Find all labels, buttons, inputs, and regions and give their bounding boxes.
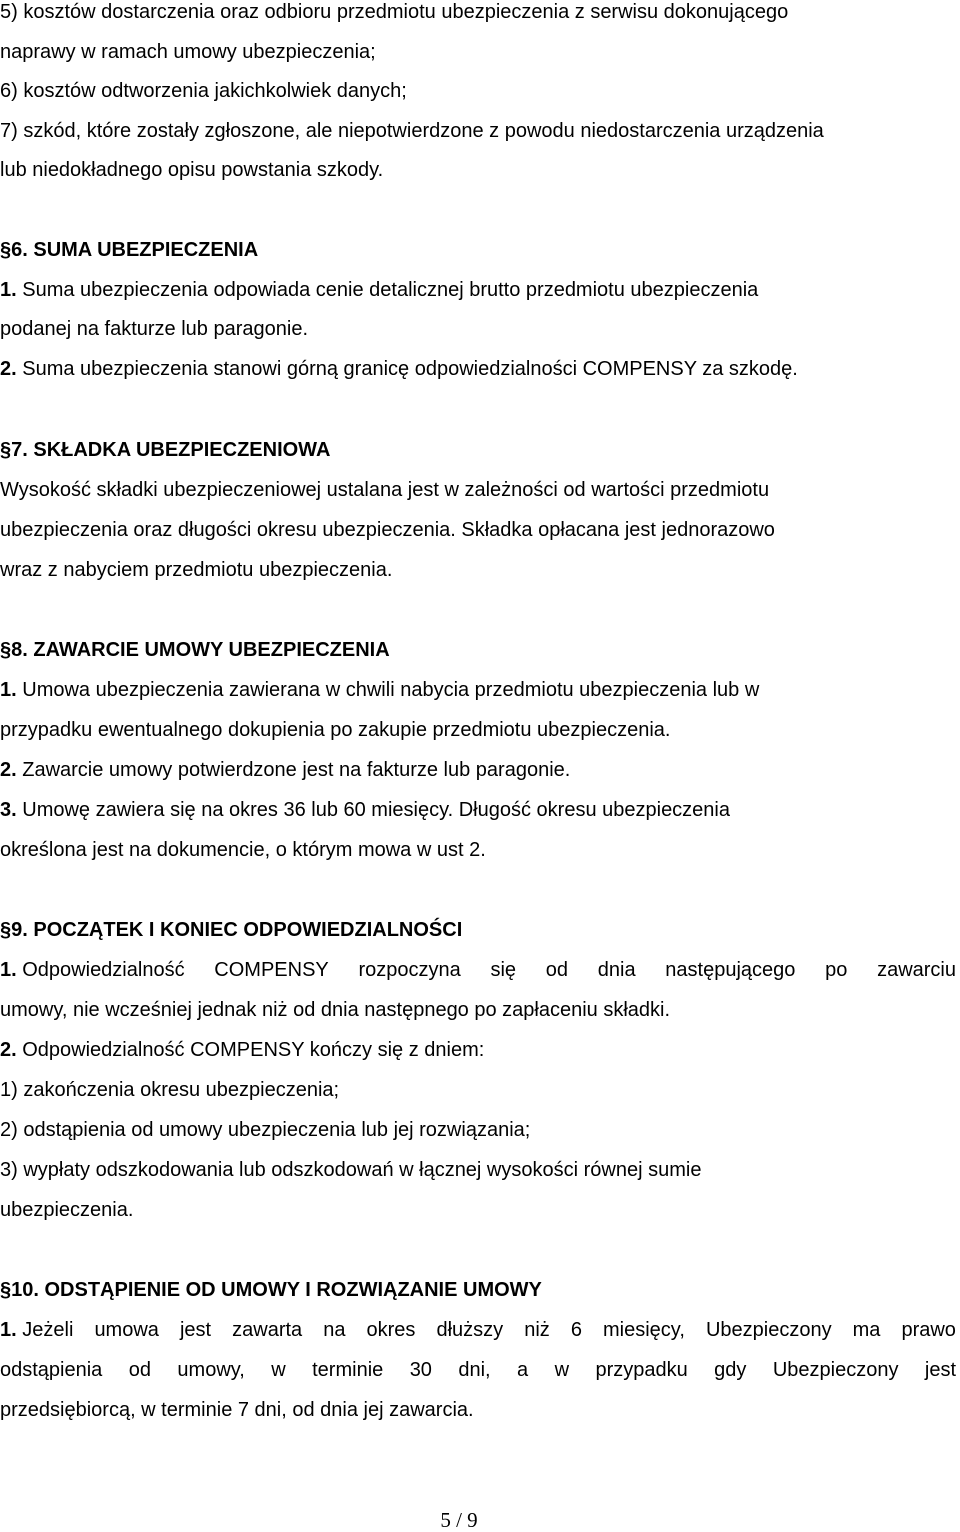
word: następującego: [665, 959, 796, 981]
word: terminie: [312, 1359, 384, 1381]
word: dni,: [458, 1359, 491, 1381]
word: jest: [179, 1319, 212, 1341]
word: gdy: [714, 1359, 747, 1381]
word: na: [323, 1319, 346, 1341]
word: COMPENSY: [214, 959, 329, 981]
paragraph: [0, 758, 570, 782]
word: odstąpienia: [0, 1359, 103, 1381]
page-number: 5 / 9: [440, 1508, 478, 1532]
paragraph-number: 1.: [0, 959, 17, 981]
paragraph-number: 2.: [0, 358, 17, 380]
paragraph-text: podanej na fakturze lub paragonie.: [0, 318, 309, 340]
paragraph: [0, 678, 759, 702]
paragraph: [0, 798, 730, 822]
justified-line: [0, 1318, 956, 1342]
word: po: [825, 959, 848, 981]
word: 30: [409, 1359, 432, 1381]
word: przypadku: [595, 1359, 688, 1381]
paragraph: [0, 278, 758, 302]
word: Ubezpieczony: [772, 1359, 899, 1381]
paragraph-number: 2.: [0, 1039, 17, 1061]
word: dłuższy: [436, 1319, 504, 1341]
word: 6: [570, 1319, 582, 1341]
word: się: [490, 959, 517, 981]
paragraph-text: Suma ubezpieczenia odpowiada cenie detalicznej brutto przedmiotu ubezpieczenia: [16, 279, 759, 301]
word: dnia: [597, 959, 636, 981]
paragraph-text: Suma ubezpieczenia stanowi górną granicę odpowiedzialności COMPENSY za szkodę.: [16, 358, 798, 380]
list-item: naprawy w ramach umowy ubezpieczenia;: [0, 41, 376, 63]
word: umowa: [94, 1319, 159, 1341]
section-heading-10: [0, 1278, 542, 1302]
section-title: 8. ZAWARCIE UMOWY UBEZPIECZENIA: [11, 639, 390, 661]
section-title: 6. SUMA UBEZPIECZENIA: [11, 239, 259, 261]
word: Ubezpieczony: [705, 1319, 832, 1341]
paragraph-text: określona jest na dokumencie, o którym mowa w ust 2.: [0, 839, 486, 861]
word: w: [554, 1359, 570, 1381]
word: od: [545, 959, 569, 981]
paragraph-number: 1.: [0, 1319, 17, 1341]
paragraph-symbol: §: [0, 239, 12, 261]
section-title: 10. ODSTĄPIENIE OD UMOWY I ROZWIĄZANIE UMOWY: [11, 1279, 542, 1301]
paragraph-symbol: §: [0, 1279, 12, 1301]
paragraph-text: przypadku ewentualnego dokupienia po zakupie przedmiotu ubezpieczenia.: [0, 719, 671, 741]
section-heading-6: [0, 238, 258, 262]
paragraph-text: wraz z nabyciem przedmiotu ubezpieczenia.: [0, 559, 393, 581]
word: umowy,: [177, 1359, 245, 1381]
paragraph-text: umowy, nie wcześniej jednak niż od dnia następnego po zapłaceniu składki.: [0, 999, 671, 1021]
paragraph-text: przedsiębiorcą, w terminie 7 dni, od dnia jej zawarcia.: [0, 1399, 474, 1421]
word: ma: [852, 1319, 881, 1341]
section-heading-7: [0, 438, 330, 462]
word: okres: [366, 1319, 416, 1341]
list-item: 2) odstąpienia od umowy ubezpieczenia lub jej rozwiązania;: [0, 1119, 531, 1141]
section-title: 9. POCZĄTEK I KONIEC ODPOWIEDZIALNOŚCI: [11, 919, 463, 941]
paragraph-number: 3.: [0, 799, 17, 821]
word: prawo: [901, 1319, 956, 1341]
list-item: lub niedokładnego opisu powstania szkody.: [0, 159, 384, 181]
word: jest: [924, 1359, 956, 1381]
word: zawarta: [232, 1319, 303, 1341]
paragraph-text: Odpowiedzialność COMPENSY kończy się z dniem:: [16, 1039, 485, 1061]
paragraph-number: 2.: [0, 759, 17, 781]
paragraph-number: 1.: [0, 679, 17, 701]
section-title: 7. SKŁADKA UBEZPIECZENIOWA: [11, 439, 331, 461]
list-item: ubezpieczenia.: [0, 1199, 134, 1221]
section-heading-8: [0, 638, 390, 662]
paragraph-text: Umowa ubezpieczenia zawierana w chwili nabycia przedmiotu ubezpieczenia lub w: [16, 679, 760, 701]
paragraph-text: Umowę zawiera się na okres 36 lub 60 miesięcy. Długość okresu ubezpieczenia: [16, 799, 730, 821]
word: miesięcy,: [603, 1319, 685, 1341]
paragraph-symbol: §: [0, 919, 12, 941]
paragraph-symbol: §: [0, 439, 12, 461]
paragraph-symbol: §: [0, 639, 12, 661]
word: Odpowiedzialność: [22, 959, 185, 981]
paragraph-number: 1.: [0, 279, 17, 301]
paragraph-text: Zawarcie umowy potwierdzone jest na fakturze lub paragonie.: [16, 759, 571, 781]
list-item: 6) kosztów odtworzenia jakichkolwiek danych;: [0, 80, 407, 102]
paragraph: [0, 1038, 484, 1062]
section-heading-9: [0, 918, 462, 942]
word: niż: [524, 1319, 550, 1341]
paragraph: [0, 357, 798, 381]
justified-line: [0, 958, 956, 982]
word: Jeżeli: [22, 1319, 74, 1341]
word: rozpoczyna: [358, 959, 461, 981]
word: w: [271, 1359, 286, 1381]
list-item: 7) szkód, które zostały zgłoszone, ale niepotwierdzone z powodu niedostarczenia urządzenia: [0, 120, 824, 142]
word: zawarciu: [877, 959, 956, 981]
paragraph-text: Wysokość składki ubezpieczeniowej ustalana jest w zależności od wartości przedmiotu: [0, 479, 770, 501]
justified-line: [0, 1358, 956, 1382]
word: od: [128, 1359, 151, 1381]
list-item: 3) wypłaty odszkodowania lub odszkodowań w łącznej wysokości równej sumie: [0, 1159, 702, 1181]
list-item: 5) kosztów dostarczenia oraz odbioru przedmiotu ubezpieczenia z serwisu dokonującego: [0, 1, 789, 23]
word: a: [517, 1359, 529, 1381]
list-item: 1) zakończenia okresu ubezpieczenia;: [0, 1079, 340, 1101]
paragraph-text: ubezpieczenia oraz długości okresu ubezpieczenia. Składka opłacana jest jednorazowo: [0, 519, 775, 541]
